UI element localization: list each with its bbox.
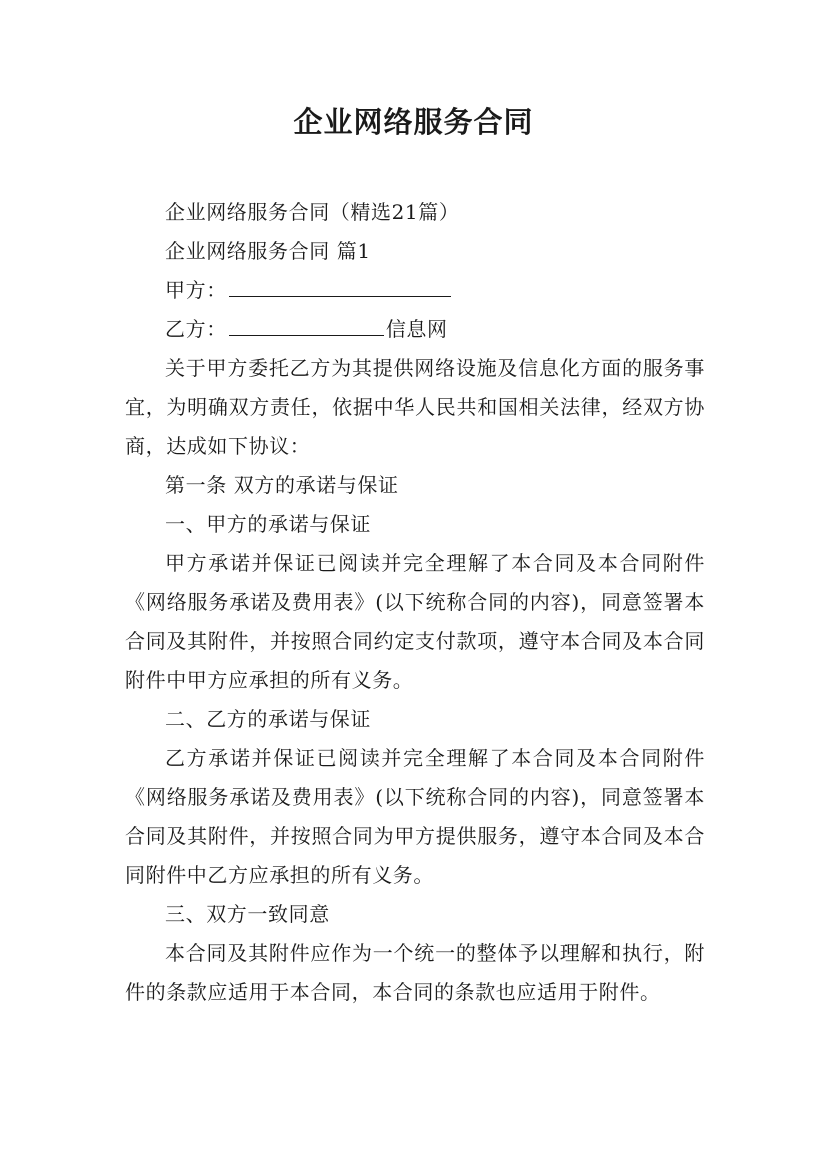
- party-b-suffix: 信息网: [385, 317, 448, 341]
- paragraph-article-heading: 企业网络服务合同 篇1: [165, 239, 371, 263]
- paragraph-section-1-body: 甲方承诺并保证已阅读并完全理解了本合同及本合同附件《网络服务承诺及费用表》(以下统称合同的内容)，同意签署本合同及其附件，并按照合同约定支付款项，遵守本合同及本合同附件中甲方应承担的所有义务。: [125, 551, 705, 692]
- paragraph-section-3-body: 本合同及其附件应作为一个统一的整体予以理解和执行，附件的条款应适用于本合同，本合同的条款也应适用于附件。: [125, 941, 705, 1004]
- party-b-blank-line: [229, 313, 384, 336]
- paragraph-collection-title: 企业网络服务合同（精选21篇）: [165, 200, 460, 224]
- party-a-blank-line: [229, 274, 451, 297]
- paragraph-article-1-heading: 第一条 双方的承诺与保证: [165, 473, 399, 497]
- party-a-label: 甲方：: [165, 278, 227, 302]
- paragraph-section-3-heading: 三、双方一致同意: [165, 902, 330, 926]
- paragraph-section-2-heading: 二、乙方的承诺与保证: [165, 707, 371, 731]
- paragraph-preamble: 关于甲方委托乙方为其提供网络设施及信息化方面的服务事宜，为明确双方责任，依据中华人民共和国相关法律，经双方协商，达成如下协议：: [125, 356, 705, 458]
- paragraph-section-1-heading: 一、甲方的承诺与保证: [165, 512, 371, 536]
- party-b-label: 乙方：: [165, 317, 227, 341]
- document-body: [125, 193, 705, 1012]
- paragraph-section-2-body: 乙方承诺并保证已阅读并完全理解了本合同及本合同附件《网络服务承诺及费用表》(以下统称合同的内容)，同意签署本合同及其附件，并按照合同为甲方提供服务，遵守本合同及本合同附件中乙方应承担的所有义务。: [125, 746, 705, 887]
- document-title: 企业网络服务合同: [293, 105, 534, 139]
- paragraph-party-b: [125, 310, 705, 349]
- paragraph-party-a: [125, 271, 705, 310]
